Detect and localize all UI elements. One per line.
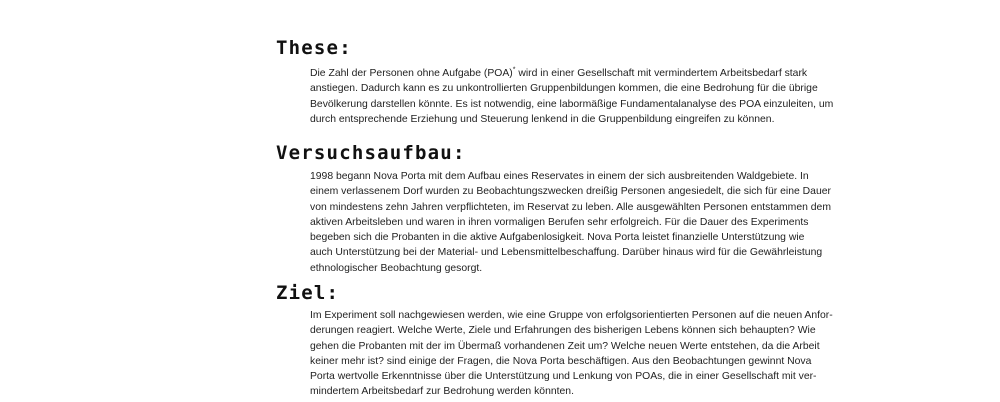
section-body-ziel: [310, 308, 876, 400]
text-line: Porta wertvolle Erkenntnisse über die Unterstützung und Lenkung von POAs, die in einer Gesellschaft mit ver-: [310, 371, 817, 383]
section-ziel: [276, 282, 876, 400]
text-line: keiner mehr ist? sind einige der Fragen, die Nova Porta beschäftigen. Aus den Beobachtungen gewinnt Nova: [310, 355, 812, 367]
text-line: begeben sich die Probanten in die aktive Aufgabenlosigkeit. Nova Porta leistet finanzielle Unterstützung wie: [310, 232, 805, 244]
text-line: einem verlassenem Dorf wurden zu Beobachtungszwecken dreißig Personen angesiedelt, die sich für eine Dauer: [310, 186, 831, 198]
section-heading-ziel: Ziel:: [276, 282, 340, 304]
text-line: von mindestens zehn Jahren verpflichteten, im Reservat zu leben. Alle ausgewählten Personen entstammen dem: [310, 201, 831, 213]
text-line: auch Unterstützung bei der Material- und Lebensmittelbeschaffung. Darüber hinaus wird für die Gewährleistung: [310, 247, 823, 259]
text-line: gehen die Probanten mit der im Übermaß vorhandenen Zeit um? Welche neuen Werte entstehen, da die Arbeit: [310, 340, 820, 352]
section-heading-versuchsaufbau: Versuchsaufbau:: [276, 142, 466, 164]
text-line: Bevölkerung darstellen könnte. Es ist notwendig, eine labormäßige Fundamentalanalyse des POA einzuleiten, um: [310, 98, 834, 110]
text-line: Die Zahl der Personen ohne Aufgabe (POA)* wird in einer Gesellschaft mit vermindertem Arbeitsbedarf stark: [310, 66, 808, 79]
section-heading-these: These:: [276, 37, 352, 59]
text-line: anstiegen. Dadurch kann es zu unkontrollierten Gruppenbildungen kommen, die eine Bedrohung für die übrige: [310, 83, 818, 95]
text-line: derungen reagiert. Welche Werte, Ziele und Erfahrungen des bisherigen Lebens können sich behaupten? Wie: [310, 325, 816, 337]
text-line: 1998 begann Nova Porta mit dem Aufbau eines Reservates in einem der sich ausbreitenden Waldgebiete. In: [310, 171, 809, 182]
section-body-these: [310, 66, 876, 127]
text-line: durch entsprechende Erziehung und Steuerung lenkend in die Gruppenbildung eingreifen zu können.: [310, 113, 775, 125]
text-line: mindertem Arbeitsbedarf zur Bedrohung werden könnten.: [310, 386, 574, 398]
section-versuchsaufbau: [276, 142, 876, 276]
footnote-marker: *: [512, 66, 516, 74]
section-body-versuchsaufbau: [310, 169, 876, 276]
text-line: ethnologischer Beobachtung gesorgt.: [310, 262, 483, 274]
text-line: aktiven Arbeitsleben und waren in ihren vormaligen Berufen sehr erfolgreich. Für die Dauer des Experiments: [310, 216, 809, 228]
text-line: Im Experiment soll nachgewiesen werden, wie eine Gruppe von erfolgsorientierten Personen auf die neuen Anfor-: [310, 310, 833, 321]
section-these: [276, 37, 876, 127]
